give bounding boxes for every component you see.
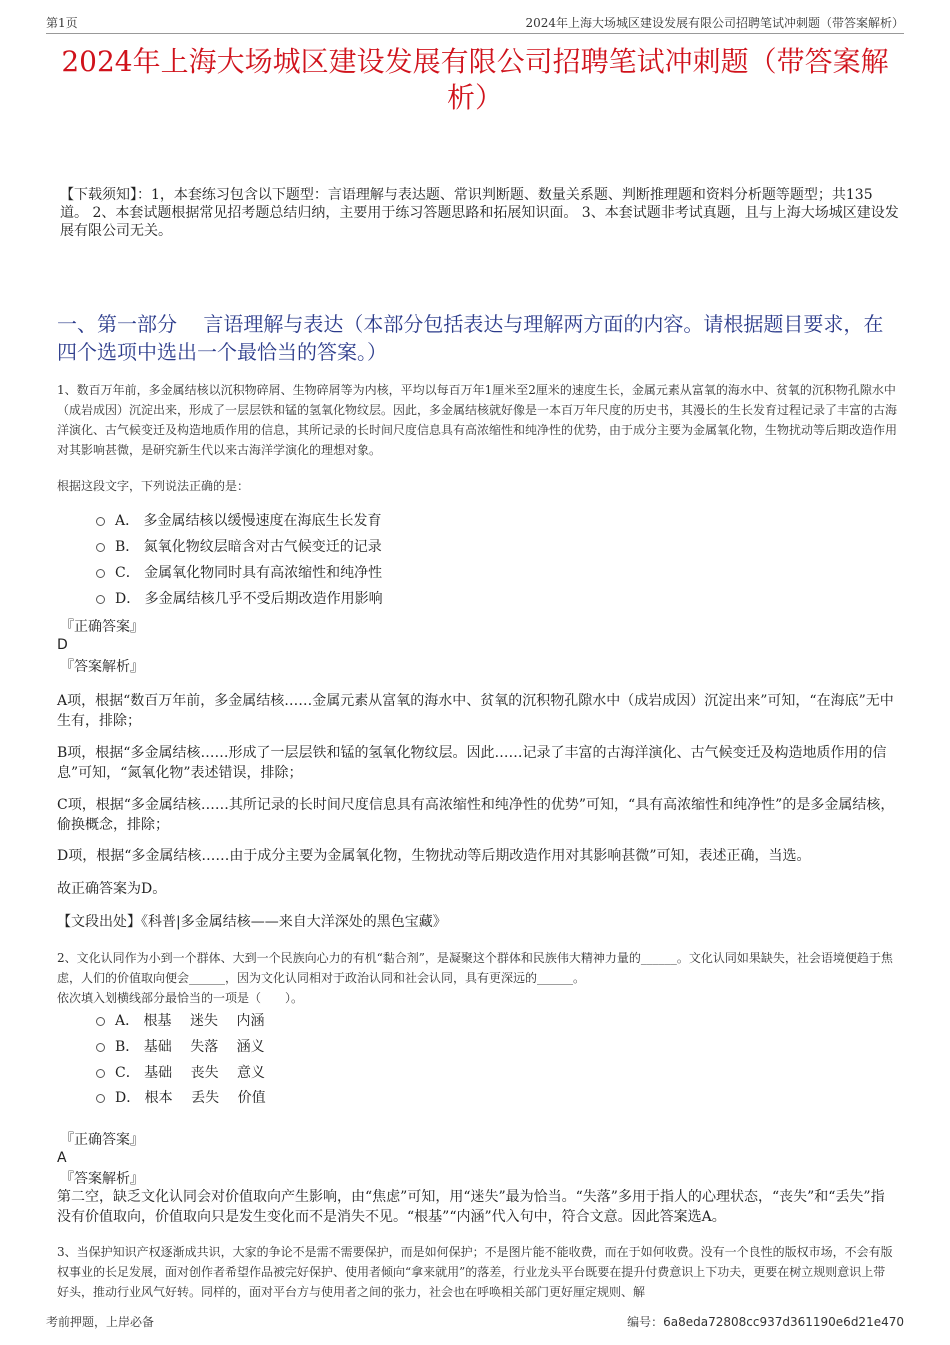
question-3-stem: 3、当保护知识产权逐渐成共识，大家的争论不是需不需要保护，而是如何保护；不是图片能不能收费，而在于如何收费。没有一个良性的版权市场，不会有版权事业的长足发展，面对创作者希望作品被完好保护、使用者倾向“拿来就用”的落差，行业龙头平台既要在提升付费意识上下功夫，更要在树立规则意识上带好头，推动行业风气好转。同样的，面对平台方与使用者之间的张力，社会也在呼唤相关部门更好厘定规则、解: [57, 1245, 893, 1299]
q2-analysis: 第二空，缺乏文化认同会对价值取向产生影响，由“焦虑”可知，用“迷失”最为恰当。“失落”多用于指人的心理状态，“丧失”和“丢失”指没有价值取向，价值取向只是发生变化而不是消失不见。“根基”“内涵”代入句中，符合文意。因此答案选A。: [57, 1189, 885, 1225]
running-title: 2024年上海大场城区建设发展有限公司招聘笔试冲刺题（带答案解析）: [525, 16, 904, 30]
q1-analysis-b: B项，根据“多金属结核……形成了一层层铁和锰的氢氧化物纹层。因此……记录了丰富的古海洋演化、古气候变迁及构造地质作用的信息”可知，“氮氧化物”表述错误，排除；: [57, 745, 887, 781]
radio-icon[interactable]: [96, 1069, 105, 1078]
question-1-prompt: 根据这段文字，下列说法正确的是：: [57, 479, 250, 493]
section-heading: 一、第一部分 言语理解与表达（本部分包括表达与理解两方面的内容。请根据题目要求，在四个选项中选出一个最恰当的答案。）: [57, 312, 884, 364]
q1-correct-label: 『正确答案』: [60, 619, 144, 635]
q2-answer: A: [57, 1150, 67, 1166]
q1-analysis-label: 『答案解析』: [60, 659, 144, 675]
document-title: 2024年上海大场城区建设发展有限公司招聘笔试冲刺题（带答案解析）: [61, 45, 889, 114]
q1-analysis-d: D项，根据“多金属结核……由于成分主要为金属氧化物，生物扰动等后期改造作用对其影响甚微”可知，表述正确，当选。: [57, 848, 811, 864]
radio-icon[interactable]: [96, 595, 105, 604]
q2-correct-label: 『正确答案』: [60, 1132, 144, 1148]
q1-option-b[interactable]: B． 氮氧化物纹层暗含对古气候变迁的记录: [96, 537, 382, 557]
q1-option-d[interactable]: D． 多金属结核几乎不受后期改造作用影响: [96, 589, 383, 609]
question-1-stem: 1、数百万年前，多金属结核以沉积物碎屑、生物碎屑等为内核，平均以每百万年1厘米至2厘米的速度生长，金属元素从富氧的海水中、贫氧的沉积物孔隙水中（成岩成因）沉淀出来，形成了一层层铁和锰的氢氧化物纹层。因此，多金属结核就好像是一本百万年尺度的历史书，其漫长的生长发育过程记录了丰富的古海洋演化、古气候变迁及构造地质作用的信息，其所记录的长时间尺度信息具有高浓缩性和纯净性的优势，由于成分主要为金属氧化物，生物扰动等后期改造作用对其影响甚微，是研究新生代以来古海洋学演化的理想对象。: [57, 383, 898, 457]
radio-icon[interactable]: [96, 517, 105, 526]
download-notice: 【下载须知】：1，本套练习包含以下题型：言语理解与表达题、常识判断题、数量关系题、判断推理题和资料分析题等题型；共135道。 2、本套试题根据常见招考题总结归纳，主要用于练习答题思路和拓展知识面。 3、本套试题非考试真题，且与上海大场城区建设发展有限公司无关。: [60, 187, 899, 239]
q1-analysis-a: A项，根据“数百万年前，多金属结核……金属元素从富氧的海水中、贫氧的沉积物孔隙水中（成岩成因）沉淀出来”可知，“在海底”无中生有，排除；: [57, 693, 894, 729]
q1-option-a[interactable]: A． 多金属结核以缓慢速度在海底生长发育: [96, 511, 382, 531]
q1-conclusion: 故正确答案为D。: [57, 881, 167, 897]
q2-option-b[interactable]: B． 基础 失落 涵义: [96, 1037, 265, 1057]
q1-option-c[interactable]: C． 金属氧化物同时具有高浓缩性和纯净性: [96, 563, 382, 583]
page-number: 第1页: [46, 16, 78, 30]
q2-analysis-label: 『答案解析』: [60, 1171, 144, 1187]
q2-option-a[interactable]: A． 根基 迷失 内涵: [96, 1011, 264, 1031]
q2-option-c[interactable]: C． 基础 丧失 意义: [96, 1063, 265, 1083]
footer-slogan: 考前押题，上岸必备: [46, 1315, 155, 1329]
q2-option-d[interactable]: D． 根本 丢失 价值: [96, 1088, 266, 1108]
q1-source: 【文段出处】《科普|多金属结核——来自大洋深处的黑色宝藏》: [57, 914, 447, 930]
q1-answer: D: [57, 637, 68, 653]
radio-icon[interactable]: [96, 1043, 105, 1052]
question-2-stem: 2、文化认同作为小到一个群体、大到一个民族向心力的有机“黏合剂”，是凝聚这个群体和民族伟大精神力量的______。文化认同如果缺失，社会语境便趋于焦虑，人们的价值取向便会______，因为文化认同相对于政治认同和社会认同，具有更深远的______。: [57, 951, 893, 985]
footer-serial: 编号：6a8eda72808cc937d361190e6d21e470: [627, 1315, 904, 1329]
question-2-prompt: 依次填入划横线部分最恰当的一项是（ ）。: [57, 991, 304, 1005]
header-divider: [46, 33, 904, 34]
radio-icon[interactable]: [96, 1017, 105, 1026]
q1-analysis-c: C项，根据“多金属结核……其所记录的长时间尺度信息具有高浓缩性和纯净性的优势”可知，“具有高浓缩性和纯净性”的是多金属结核，偷换概念，排除；: [57, 797, 895, 833]
radio-icon[interactable]: [96, 569, 105, 578]
radio-icon[interactable]: [96, 543, 105, 552]
radio-icon[interactable]: [96, 1094, 105, 1103]
